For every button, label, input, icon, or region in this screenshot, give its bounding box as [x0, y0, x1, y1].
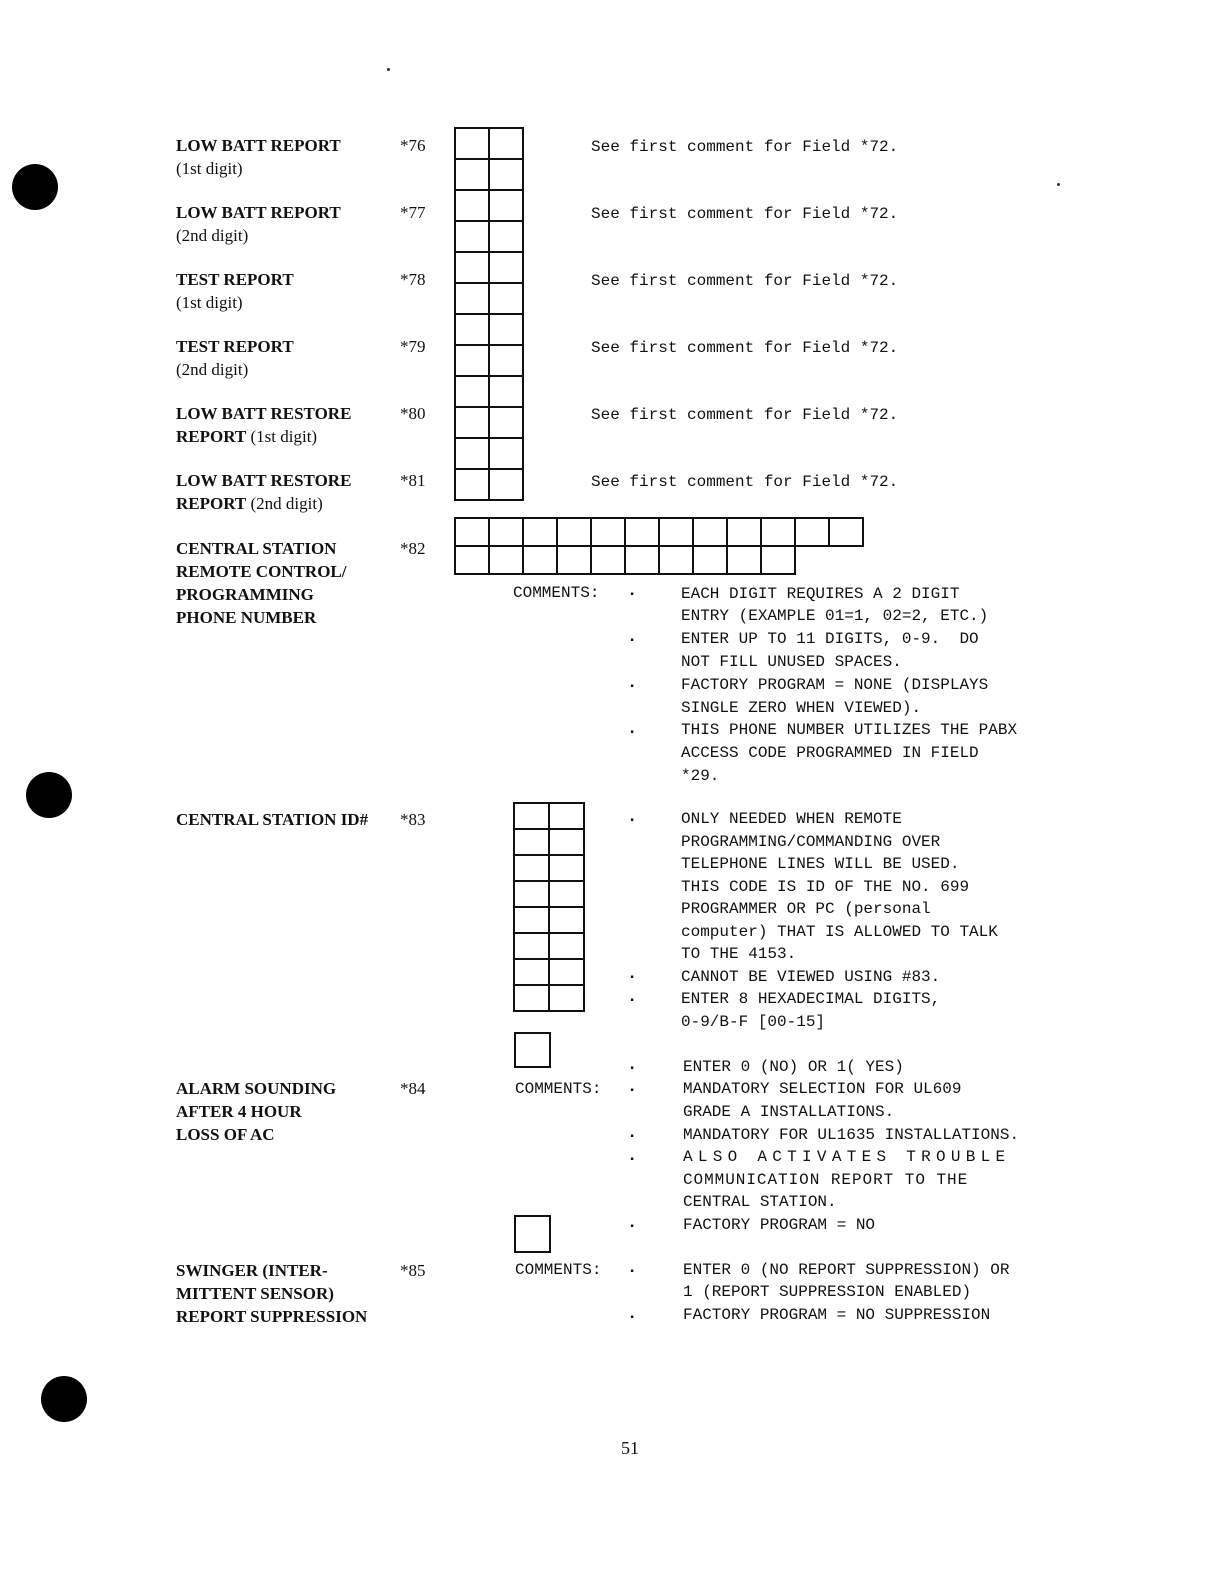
comments-label: COMMENTS:: [513, 584, 600, 602]
entry-cell[interactable]: [760, 545, 796, 575]
comment-line: CANNOT BE VIEWED USING #83.: [681, 968, 941, 986]
field-number: *84: [400, 1079, 426, 1098]
entry-cell[interactable]: [513, 932, 550, 960]
comment-line: FACTORY PROGRAM = NO: [683, 1216, 876, 1234]
bullet: .: [627, 1305, 638, 1324]
field-label: TEST REPORT: [176, 337, 294, 356]
entry-cell[interactable]: [726, 545, 762, 575]
entry-cell[interactable]: [624, 517, 660, 547]
field-label: MITTENT SENSOR): [176, 1284, 334, 1303]
comment-line: ENTER UP TO 11 DIGITS, 0-9. DO: [681, 630, 979, 648]
entry-cell[interactable]: [513, 906, 550, 934]
entry-cell[interactable]: [488, 344, 524, 377]
entry-cell[interactable]: [488, 375, 524, 408]
field-number: *76: [400, 136, 426, 155]
entry-cell[interactable]: [454, 127, 490, 160]
speck: [1057, 183, 1060, 186]
entry-box-85[interactable]: [514, 1215, 551, 1253]
punch-hole-top: [12, 164, 58, 210]
entry-cell[interactable]: [454, 375, 490, 408]
comment-line: *29.: [681, 767, 720, 785]
bullet: .: [627, 628, 638, 647]
bullet: .: [627, 965, 638, 984]
comment-line: SINGLE ZERO WHEN VIEWED).: [681, 699, 922, 717]
entry-cell[interactable]: [488, 437, 524, 470]
bullet: .: [627, 720, 638, 739]
comment-line: 1 (REPORT SUPPRESSION ENABLED): [683, 1283, 972, 1301]
comment-line: ALSO ACTIVATES TROUBLE: [683, 1148, 1011, 1166]
entry-cell[interactable]: [692, 545, 728, 575]
field-label: AFTER 4 HOUR: [176, 1102, 302, 1121]
bullet: .: [627, 1124, 638, 1143]
entry-cell[interactable]: [794, 517, 830, 547]
comment-line: ENTER 0 (NO) OR 1( YES): [683, 1058, 904, 1076]
entry-cell[interactable]: [454, 437, 490, 470]
bullet: .: [627, 1259, 638, 1278]
bullet: .: [627, 1214, 638, 1233]
page-number: 51: [621, 1438, 639, 1458]
field-sublabel: (2nd digit): [176, 360, 249, 379]
entry-cell[interactable]: [548, 932, 585, 960]
entry-cell[interactable]: [488, 251, 524, 284]
field-number: *77: [400, 203, 426, 222]
entry-cell[interactable]: [726, 517, 762, 547]
comment-line: CENTRAL STATION.: [683, 1193, 837, 1211]
field-label: ALARM SOUNDING: [176, 1079, 337, 1098]
entry-cell[interactable]: [488, 127, 524, 160]
comment-line: FACTORY PROGRAM = NO SUPPRESSION: [683, 1306, 991, 1324]
field-sublabel-bold: REPORT: [176, 494, 247, 513]
entry-cell[interactable]: [488, 189, 524, 222]
entry-cell[interactable]: [488, 406, 524, 439]
comments-label: COMMENTS:: [515, 1261, 602, 1279]
field-label: LOW BATT RESTORE: [176, 471, 352, 490]
field-label: CENTRAL STATION: [176, 539, 337, 558]
entry-cell[interactable]: [513, 958, 550, 986]
comment-line: COMMUNICATION REPORT TO THE: [683, 1171, 969, 1189]
field-comment: See first comment for Field *72.: [591, 473, 899, 491]
punch-hole-bottom: [41, 1376, 87, 1422]
entry-cell[interactable]: [454, 158, 490, 191]
bullet: .: [627, 1056, 638, 1075]
field-sublabel: (2nd digit): [176, 226, 249, 245]
field-comment: See first comment for Field *72.: [591, 272, 899, 290]
field-number: *80: [400, 404, 426, 423]
entry-cell[interactable]: [488, 158, 524, 191]
entry-cell[interactable]: [548, 958, 585, 986]
entry-cell[interactable]: [548, 906, 585, 934]
comment-line: 0-9/B-F [00-15]: [681, 1013, 826, 1031]
entry-cell[interactable]: [488, 220, 524, 253]
entry-cell[interactable]: [454, 282, 490, 315]
entry-cell[interactable]: [548, 984, 585, 1012]
comment-line: GRADE A INSTALLATIONS.: [683, 1103, 895, 1121]
field-sublabel: (1st digit): [246, 427, 318, 446]
comment-line: MANDATORY SELECTION FOR UL609: [683, 1080, 962, 1098]
bullet: .: [627, 1147, 638, 1166]
entry-cell[interactable]: [548, 802, 585, 830]
entry-cell[interactable]: [454, 406, 490, 439]
field-label: CENTRAL STATION ID#: [176, 810, 369, 829]
field-number: *78: [400, 270, 426, 289]
bullet: .: [627, 808, 638, 827]
field-label: PHONE NUMBER: [176, 608, 317, 627]
comment-line: PROGRAMMER OR PC (personal: [681, 900, 931, 918]
field-label: LOW BATT REPORT: [176, 203, 341, 222]
field-number: *79: [400, 337, 426, 356]
comment-line: TELEPHONE LINES WILL BE USED.: [681, 855, 960, 873]
entry-cell[interactable]: [454, 189, 490, 222]
field-number: *82: [400, 539, 426, 558]
field-sublabel: (1st digit): [176, 159, 243, 178]
speck: [387, 68, 390, 71]
bullet: .: [627, 988, 638, 1007]
comment-line: FACTORY PROGRAM = NONE (DISPLAYS: [681, 676, 989, 694]
entry-cell[interactable]: [454, 545, 490, 575]
bullet: .: [627, 1078, 638, 1097]
field-label: TEST REPORT: [176, 270, 294, 289]
field-sublabel-bold: REPORT: [176, 427, 247, 446]
field-comment: See first comment for Field *72.: [591, 339, 899, 357]
field-comment: See first comment for Field *72.: [591, 406, 899, 424]
comment-line: ONLY NEEDED WHEN REMOTE: [681, 810, 902, 828]
entry-cell[interactable]: [590, 545, 626, 575]
comment-line: THIS CODE IS ID OF THE NO. 699: [681, 878, 970, 896]
field-comment: See first comment for Field *72.: [591, 138, 899, 156]
comment-line: ENTER 8 HEXADECIMAL DIGITS,: [681, 990, 941, 1008]
entry-cell[interactable]: [454, 251, 490, 284]
entry-cell[interactable]: [658, 545, 694, 575]
entry-cell[interactable]: [454, 344, 490, 377]
entry-cell[interactable]: [548, 828, 585, 856]
entry-grid-83[interactable]: [513, 802, 585, 1012]
entry-cell[interactable]: [488, 545, 524, 575]
field-number: *85: [400, 1261, 426, 1280]
entry-cell[interactable]: [548, 854, 585, 882]
entry-cell[interactable]: [488, 468, 524, 501]
entry-cell[interactable]: [513, 880, 550, 908]
field-label: REMOTE CONTROL/: [176, 562, 347, 581]
entry-cell[interactable]: [556, 517, 592, 547]
comment-line: MANDATORY FOR UL1635 INSTALLATIONS.: [683, 1126, 1020, 1144]
comment-line: ENTER 0 (NO REPORT SUPPRESSION) OR: [683, 1261, 1010, 1279]
entry-cell[interactable]: [760, 517, 796, 547]
entry-grid-82[interactable]: [454, 517, 866, 575]
field-label: LOSS OF AC: [176, 1125, 275, 1144]
comment-line: NOT FILL UNUSED SPACES.: [681, 653, 902, 671]
entry-cell[interactable]: [488, 313, 524, 346]
entry-box-84[interactable]: [514, 1032, 551, 1068]
entry-cell[interactable]: [454, 220, 490, 253]
entry-cell[interactable]: [548, 880, 585, 908]
field-label: PROGRAMMING: [176, 585, 314, 604]
entry-cell[interactable]: [624, 545, 660, 575]
field-number: *81: [400, 471, 426, 490]
field-number: *83: [400, 810, 426, 829]
field-label: REPORT SUPPRESSION: [176, 1307, 368, 1326]
field-sublabel: (2nd digit): [246, 494, 323, 513]
comment-line: THIS PHONE NUMBER UTILIZES THE PABX: [681, 721, 1018, 739]
entry-cell[interactable]: [454, 517, 490, 547]
entry-cell[interactable]: [522, 545, 558, 575]
comment-line: computer) THAT IS ALLOWED TO TALK: [681, 923, 998, 941]
entry-grid-76-81[interactable]: [454, 127, 524, 497]
entry-cell[interactable]: [513, 802, 550, 830]
comment-line: ENTRY (EXAMPLE 01=1, 02=2, ETC.): [681, 607, 989, 625]
comments-label: COMMENTS:: [515, 1080, 602, 1098]
comment-line: EACH DIGIT REQUIRES A 2 DIGIT: [681, 585, 960, 603]
entry-cell[interactable]: [828, 517, 864, 547]
entry-cell[interactable]: [522, 517, 558, 547]
entry-cell[interactable]: [692, 517, 728, 547]
entry-cell[interactable]: [590, 517, 626, 547]
comment-line: PROGRAMMING/COMMANDING OVER: [681, 833, 941, 851]
punch-hole-middle: [26, 772, 72, 818]
entry-cell[interactable]: [658, 517, 694, 547]
bullet: .: [627, 582, 638, 601]
entry-cell[interactable]: [454, 313, 490, 346]
field-sublabel: (1st digit): [176, 293, 243, 312]
comment-line: ACCESS CODE PROGRAMMED IN FIELD: [681, 744, 979, 762]
field-label: SWINGER (INTER-: [176, 1261, 328, 1280]
entry-cell[interactable]: [513, 984, 550, 1012]
entry-cell[interactable]: [488, 517, 524, 547]
field-comment: See first comment for Field *72.: [591, 205, 899, 223]
entry-cell[interactable]: [513, 854, 550, 882]
entry-cell[interactable]: [454, 468, 490, 501]
entry-cell[interactable]: [556, 545, 592, 575]
entry-cell[interactable]: [488, 282, 524, 315]
field-label: LOW BATT RESTORE: [176, 404, 352, 423]
comment-line: TO THE 4153.: [681, 945, 797, 963]
field-label: LOW BATT REPORT: [176, 136, 341, 155]
bullet: .: [627, 674, 638, 693]
entry-cell[interactable]: [513, 828, 550, 856]
